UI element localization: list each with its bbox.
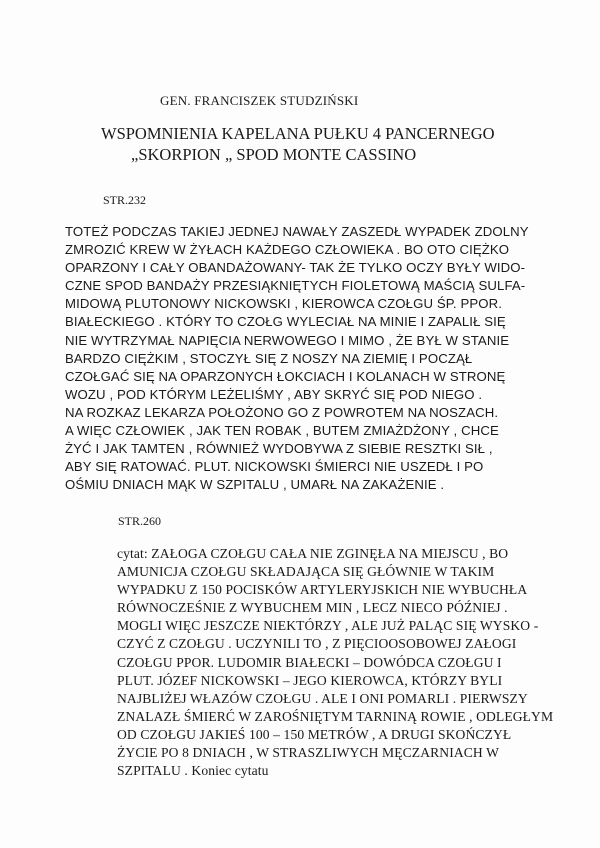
text-line: OD CZOŁGU JAKIEŚ 100 – 150 METRÓW , A DRUGI SKOŃCZYŁ	[117, 726, 512, 742]
text-line: ZMROZIĆ KREW W ŻYŁACH KAŻDEGO CZŁOWIEKA . BO OTO CIĘŻKO	[65, 242, 510, 258]
text-line: ZNALAZŁ ŚMIERĆ W ZAROŚNIĘTYM TARNINĄ ROWIE , ODLEGŁYM	[117, 708, 554, 724]
text-line: ABY SIĘ RATOWAĆ. PLUT. NICKOWSKI ŚMIERCI NIE USZEDŁ I PO	[65, 459, 484, 475]
text-line: cytat: ZAŁOGA CZOŁGU CAŁA NIE ZGINĘŁA NA MIEJSCU , BO	[117, 546, 509, 561]
text-line: NAJBLIŻEJ WŁAZÓW CZOŁGU . ALE I ONI POMARLI . PIERWSZY	[117, 690, 528, 706]
document-title-line-2: „SKORPION „ SPOD MONTE CASSINO	[131, 145, 417, 164]
text-line: NA ROZKAZ LEKARZA POŁOŻONO GO Z POWROTEM NA NOSZACH.	[65, 404, 499, 420]
text-line: AMUNICJA CZOŁGU SKŁADAJĄCA SIĘ GŁÓWNIE W TAKIM	[117, 564, 495, 580]
text-line: A WIĘC CZŁOWIEK , JAK TEN ROBAK , BUTEM ZMIAŻDŻONY , CHCE	[65, 423, 499, 439]
text-line: MIDOWĄ PLUTONOWY NICKOWSKI , KIEROWCA CZOŁGU ŚP. PPOR.	[65, 296, 502, 312]
text-line: ŻYCIE PO 8 DNIACH , W STRASZLIWYCH MĘCZARNIACH W	[117, 745, 500, 761]
text-line: CZOŁGU PPOR. LUDOMIR BIAŁECKI – DOWÓDCA CZOŁGU I	[117, 654, 502, 670]
text-line: CZOŁGAĆ SIĘ NA OPARZONYCH ŁOKCIACH I KOLANACH W STRONĘ	[65, 368, 506, 384]
page-reference-232: STR.232	[103, 193, 147, 207]
text-line: WOZU , POD KTÓRYM LEŻELIŚMY , ABY SKRYĆ SIĘ POD NIEGO .	[65, 386, 483, 402]
excerpt-paragraph-1	[65, 223, 565, 494]
text-line: ŻYĆ I JAK TAMTEN , RÓWNIEŻ WYDOBYWA Z SIEBIE RESZTKI SIŁ ,	[65, 441, 493, 457]
excerpt-paragraph-2	[117, 545, 567, 780]
text-line: BIAŁECKIEGO . KTÓRY TO CZOŁG WYLECIAŁ NA MINIE I ZAPALIŁ SIĘ	[65, 314, 506, 330]
text-line: OPARZONY I CAŁY OBANDAŻOWANY- TAK ŻE TYLKO OCZY BYŁY WIDO-	[65, 260, 526, 276]
text-line: CZYĆ Z CZOŁGU . UCZYNILI TO , Z PIĘCIOOSOBOWEJ ZAŁOGI	[117, 636, 517, 652]
author-name: GEN. FRANCISZEK STUDZIŃSKI	[160, 93, 359, 108]
text-line: RÓWNOCZEŚNIE Z WYBUCHEM MIN , LECZ NIECO PÓŹNIEJ .	[117, 600, 508, 616]
text-line: TOTEŻ PODCZAS TAKIEJ JEDNEJ NAWAŁY ZASZEDŁ WYPADEK ZDOLNY	[65, 224, 529, 239]
page-reference-260: STR.260	[118, 514, 162, 528]
text-line: MOGLI WIĘC JESZCZE NIEKTÓRZY , ALE JUŻ PALĄC SIĘ WYSKO -	[117, 618, 539, 634]
text-line: NIE WYTRZYMAŁ NAPIĘCIA NERWOWEGO I MIMO , ŻE BYŁ W STANIE	[65, 332, 510, 348]
document-title-line-1: WSPOMNIENIA KAPELANA PUŁKU 4 PANCERNEGO	[101, 124, 495, 143]
text-line: WYPADKU Z 150 POCISKÓW ARTYLERYJSKICH NIE WYBUCHŁA	[117, 582, 528, 598]
text-line: PLUT. JÓZEF NICKOWSKI – JEGO KIEROWCA, KTÓRZY BYLI	[117, 672, 503, 688]
text-line: SZPITALU . Koniec cytatu	[117, 763, 269, 779]
text-line: CZNE SPOD BANDAŻY PRZESIĄKNIĘTYCH FIOLETOWĄ MAŚCIĄ SULFA-	[65, 278, 526, 294]
text-line: BARDZO CIĘŻKIM , STOCZYŁ SIĘ Z NOSZY NA ZIEMIĘ I POCZĄŁ	[65, 350, 473, 366]
text-line: OŚMIU DNIACH MĄK W SZPITALU , UMARŁ NA ZAKAŻENIE .	[65, 477, 445, 493]
